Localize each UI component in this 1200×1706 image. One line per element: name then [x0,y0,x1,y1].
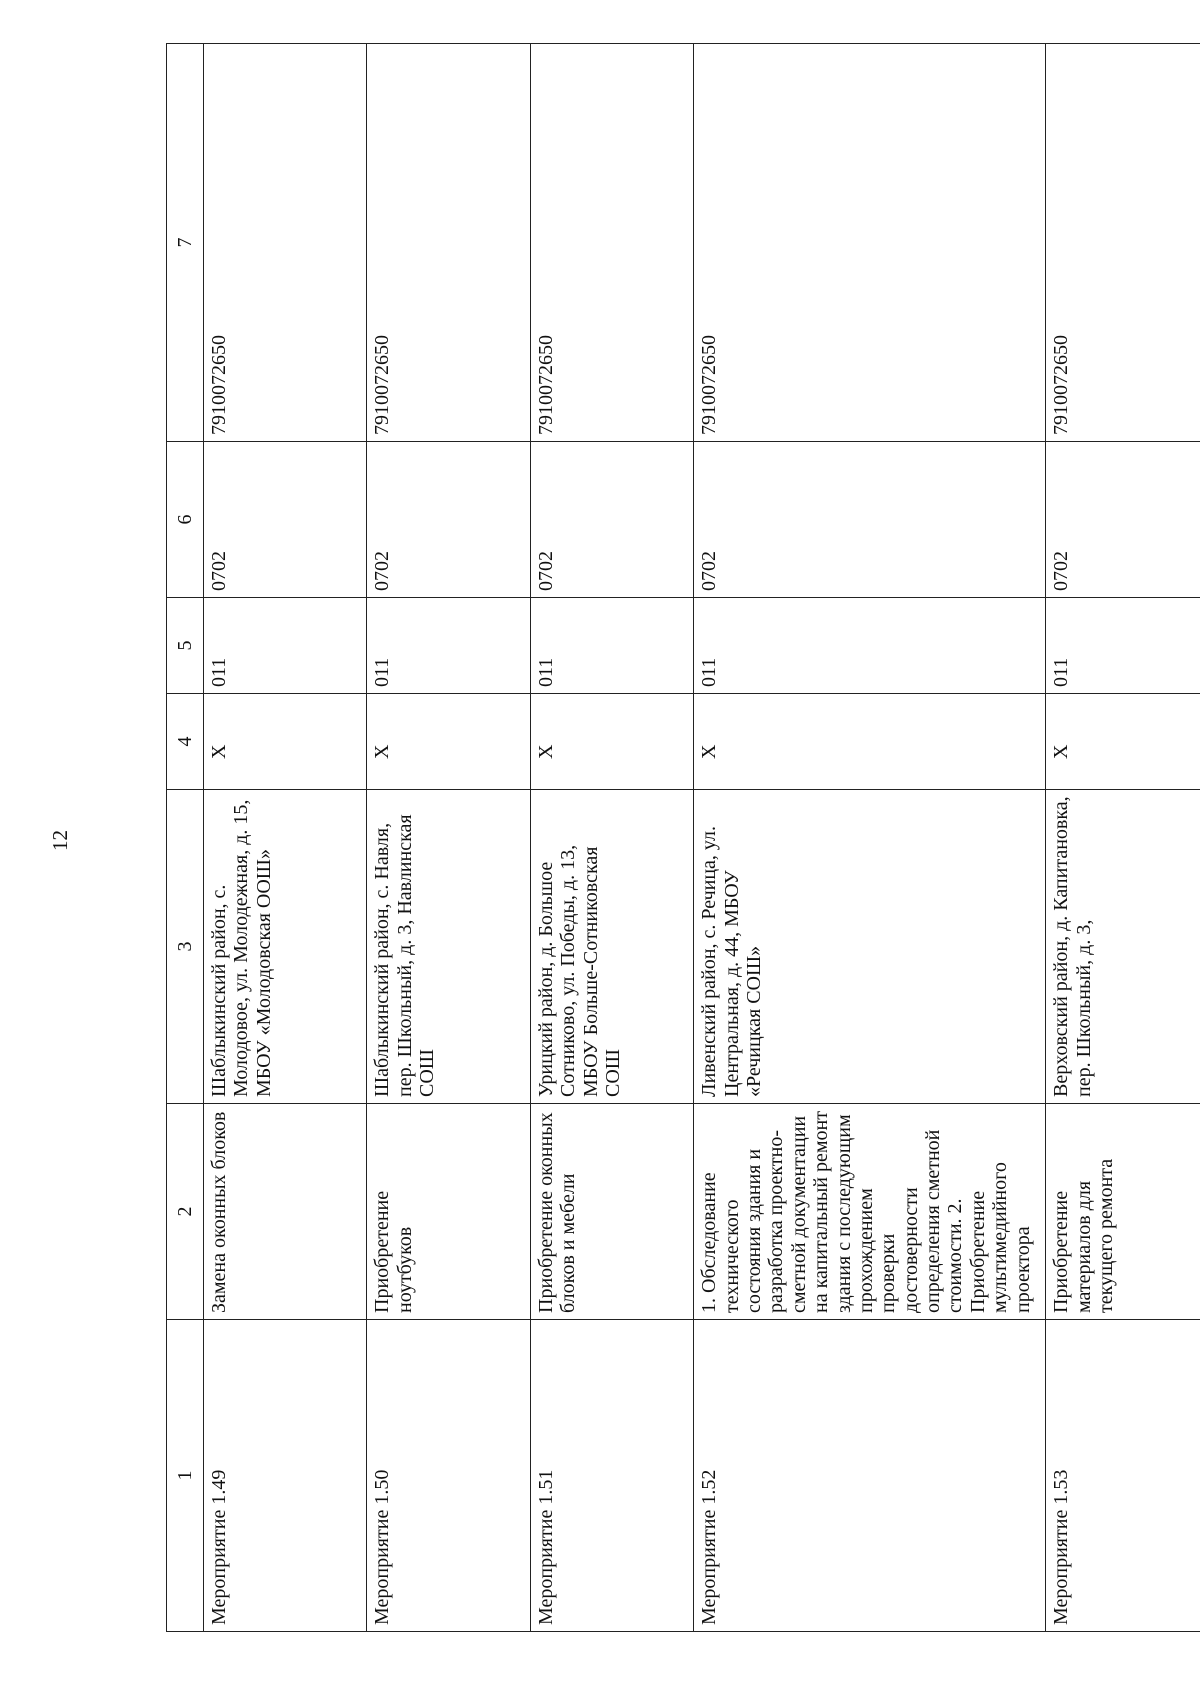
event-text: Мероприятие 1.49 [208,1469,230,1625]
description-text: Замена оконных блоков [208,1111,230,1313]
address-cell [204,790,367,1104]
col6-text: 7910072650 [208,335,230,435]
col5-cell [694,442,1046,598]
col5-text: 0702 [208,551,230,591]
description-cell [530,1104,693,1320]
col5-text: 0702 [1050,551,1073,591]
col6-cell [530,44,693,442]
col5-cell [204,442,367,598]
rotated-table-container [166,44,1117,1632]
address-cell [367,790,530,1104]
col6-cell [1046,44,1200,442]
col5-cell [367,442,530,598]
table-row [204,44,367,1632]
events-table [166,43,1200,1632]
col4-cell [530,598,693,694]
col4-text: 011 [208,657,230,687]
col4-cell [367,598,530,694]
event-cell [1046,1320,1200,1632]
description-cell [367,1104,530,1320]
col3-text: X [534,744,557,759]
col4-text: 011 [698,657,721,687]
page-number: 12 [48,830,72,851]
col3-cell [367,694,530,790]
col6-cell [204,44,367,442]
col5-cell [530,442,693,598]
event-cell [204,1320,367,1632]
col3-text: X [371,744,394,759]
col4-text: 011 [371,657,394,687]
col4-cell [1046,598,1200,694]
event-cell [694,1320,1046,1632]
header-cell-6: 6 [167,442,204,598]
event-cell [530,1320,693,1632]
header-cell-2: 2 [167,1104,204,1320]
col5-cell [1046,442,1200,598]
address-cell [530,790,693,1104]
event-text: Мероприятие 1.52 [698,1469,721,1625]
col3-text: X [208,744,230,759]
col4-text: 011 [1050,657,1073,687]
table-row [1046,44,1200,1632]
col3-cell [204,694,367,790]
event-text: Мероприятие 1.51 [534,1469,557,1625]
col5-text: 0702 [371,551,394,591]
col3-text: X [698,744,721,759]
col5-text: 0702 [534,551,557,591]
event-cell [367,1320,530,1632]
address-text: Шаблыкинский район, с. Навля, пер. Школьный, д. 3, Навлинская СОШ [371,814,439,1097]
col3-cell [1046,694,1200,790]
col6-text: 7910072650 [1050,335,1073,435]
col3-cell [530,694,693,790]
col6-cell [694,44,1046,442]
table-wrapper [166,44,1117,1632]
address-text: Урицкий район, д. Большое Сотниково, ул. Победы, д. 13, МБОУ Больше-Сотниковская СОШ [534,844,624,1097]
description-cell [204,1104,367,1320]
description-text: Приобретение материалов для текущего ремонта [1050,1158,1117,1313]
table-row [367,44,530,1632]
col6-text: 7910072650 [371,335,394,435]
address-text: Ливенский район, с. Речица, ул. Центральная, д. 44, МБОУ «Речицкая СОШ» [698,825,765,1097]
description-cell [1046,1104,1200,1320]
header-cell-1: 1 [167,1320,204,1632]
col6-cell [367,44,530,442]
col4-cell [204,598,367,694]
col5-text: 0702 [698,551,721,591]
description-text: 1. Обследование технического состояния здания и разработка проектно-сметной документации на капитальный ремонт здания с последующим прохождением проверки достоверности определения сметной стоимости. 2. Приобретение мультимедийного проектора [698,1111,1034,1313]
address-text: Верховский район, д. Капитановка, пер. Школьный, д. 3, [1050,796,1095,1097]
table-row [694,44,1046,1632]
event-text: Мероприятие 1.50 [371,1469,394,1625]
event-text: Мероприятие 1.53 [1050,1469,1073,1625]
header-cell-4: 4 [167,694,204,790]
description-text: Приобретение ноутбуков [371,1190,416,1313]
table-row [530,44,693,1632]
address-cell [694,790,1046,1104]
header-row [167,44,204,1632]
col4-cell [694,598,1046,694]
header-cell-3: 3 [167,790,204,1104]
address-text: Шаблыкинский район, с. Молодовое, ул. Молодежная, д. 15, МБОУ «Молодовская ООШ» [208,799,275,1097]
col6-text: 7910072650 [698,335,721,435]
col4-text: 011 [534,657,557,687]
description-cell [694,1104,1046,1320]
col3-cell [694,694,1046,790]
col3-text: X [1050,744,1073,759]
header-cell-7: 7 [167,44,204,442]
address-cell [1046,790,1200,1104]
col6-text: 7910072650 [534,335,557,435]
header-cell-5: 5 [167,598,204,694]
description-text: Приобретение оконных блоков и мебели [534,1112,580,1313]
